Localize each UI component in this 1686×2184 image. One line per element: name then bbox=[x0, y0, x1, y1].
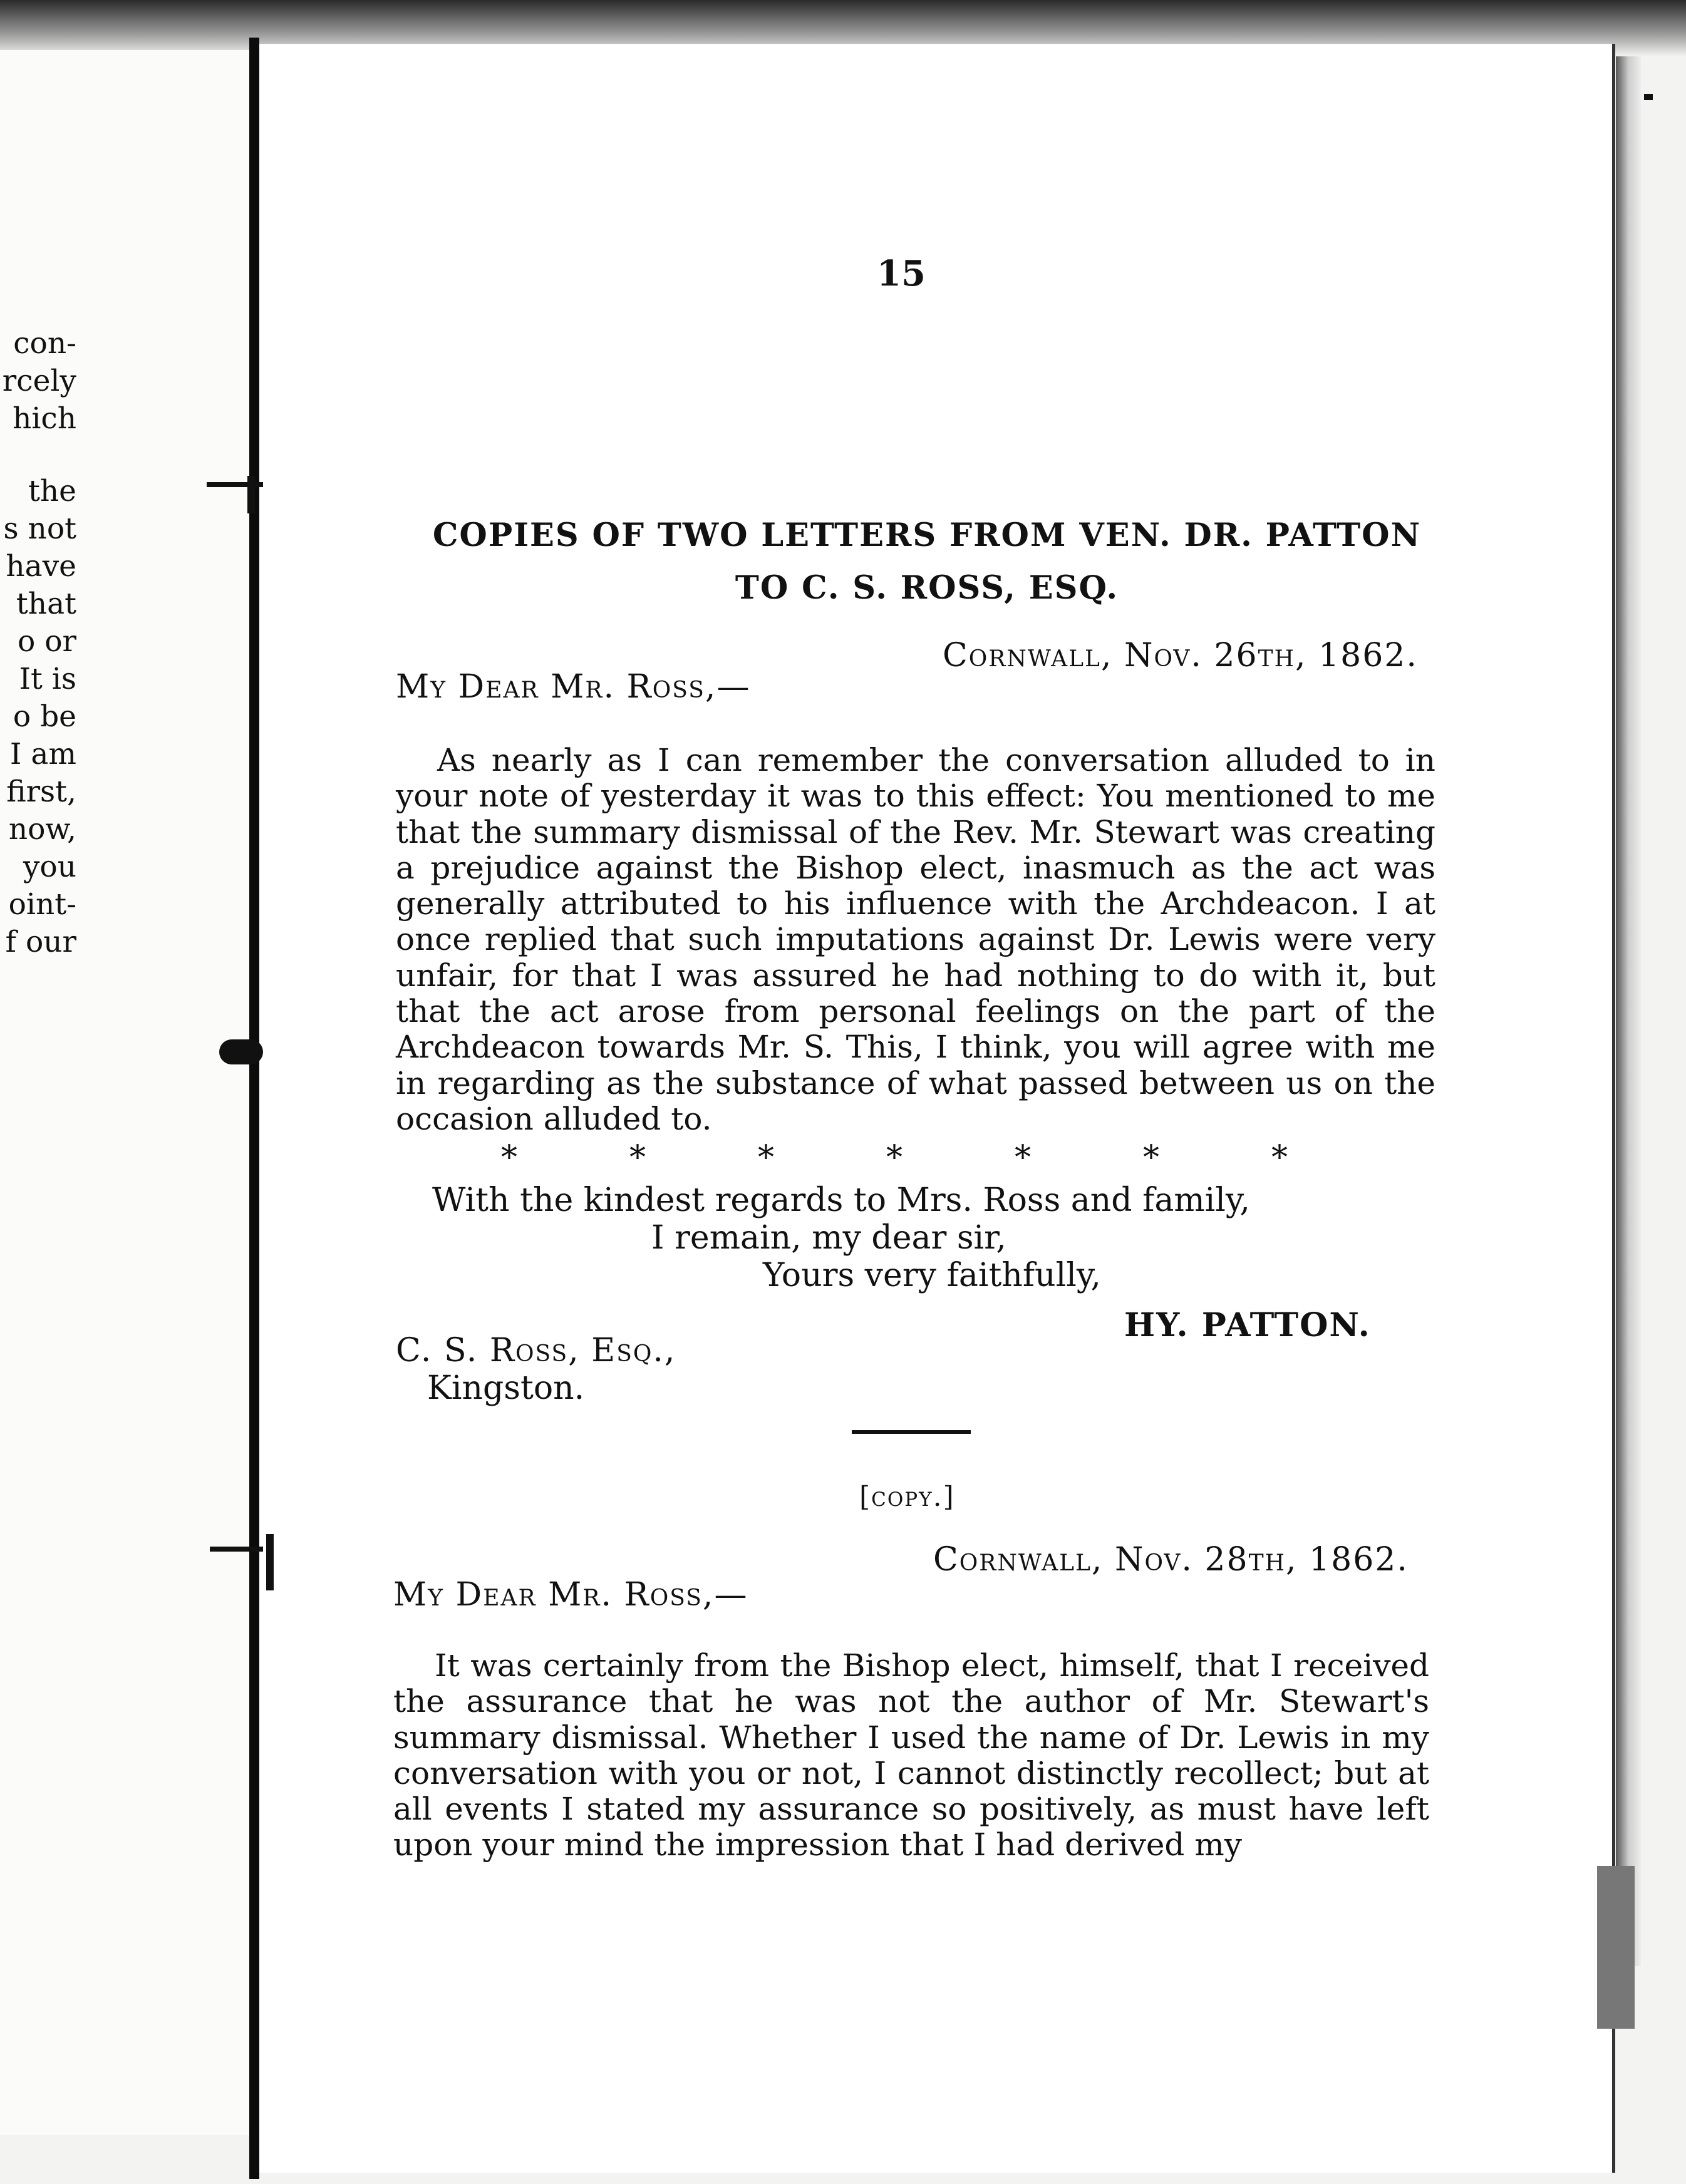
letter-1-signature: HY. PATTON. bbox=[1124, 1306, 1371, 1344]
letter-2-body: It was certainly from the Bishop elect, himself, that I received the assurance that he was not the author of Mr. Stewart's summary dismissal. Whether I used the name of Dr. Lewis in my conversation with you or not, I cannot distinctly recollect; but at all events I stated my assurance so positively, as must have left upon your mind the impression that I had derived my bbox=[393, 1647, 1429, 1863]
page-number: 15 bbox=[877, 253, 926, 294]
left-fragment: the bbox=[28, 474, 76, 508]
left-fragment: o be bbox=[13, 699, 76, 734]
binding-gutter bbox=[249, 38, 259, 2179]
left-fragment: f our bbox=[5, 925, 76, 959]
star-mark: * bbox=[758, 1139, 774, 1177]
left-fragment: It is bbox=[19, 662, 76, 696]
left-fragment: oint- bbox=[8, 887, 76, 922]
letter-1-body: As nearly as I can remember the conversation alluded to in your note of yesterday it was to this effect: You mentioned to me that the summary dismissal of the Rev. Mr. Stewart was creating a prejudice against the Bishop elect, inasmuch as the act was generally attributed to his influence with the Archdeacon. I at once replied that such imputations against Dr. Lewis were very unfair, for that I was assured he had nothing to do with it, but that the act arose from personal feelings on the part of the Archdeacon towards Mr. S. This, I think, you will agree with me in regarding as the substance of what passed between us on the occasion alluded to. bbox=[396, 742, 1435, 1137]
ellipsis-stars bbox=[501, 1140, 1400, 1176]
letter-2-date: Cornwall, Nov. 28th, 1862. bbox=[933, 1541, 1409, 1579]
letter-1-addressee-place: Kingston. bbox=[427, 1369, 585, 1407]
left-fragment: rcely bbox=[2, 364, 76, 398]
letter-1-date: Cornwall, Nov. 26th, 1862. bbox=[943, 637, 1418, 674]
stitch-mark bbox=[210, 1547, 263, 1552]
document-title-line-2: TO C. S. ROSS, ESQ. bbox=[735, 569, 1119, 607]
letter-2-salutation: My Dear Mr. Ross,— bbox=[393, 1576, 748, 1614]
star-mark: * bbox=[1143, 1139, 1159, 1177]
stitch-mark bbox=[247, 476, 255, 513]
left-fragment: you bbox=[23, 850, 76, 884]
stitch-mark bbox=[266, 1534, 274, 1590]
stitch-mark bbox=[219, 1039, 263, 1064]
star-mark: * bbox=[629, 1139, 646, 1177]
section-divider bbox=[852, 1430, 971, 1434]
letter-1-closing-line-2: I remain, my dear sir, bbox=[651, 1219, 1006, 1257]
letter-1-salutation: My Dear Mr. Ross,— bbox=[396, 668, 751, 706]
document-title-line-1: COPIES OF TWO LETTERS FROM VEN. DR. PATTON bbox=[432, 517, 1422, 554]
left-fragment: first, bbox=[6, 775, 76, 809]
left-fragment: now, bbox=[8, 812, 76, 847]
star-mark: * bbox=[501, 1139, 517, 1177]
left-fragment: s not bbox=[3, 512, 76, 546]
left-fragment: I am bbox=[9, 737, 76, 771]
page-edge-shadow bbox=[1597, 1866, 1635, 2029]
page-edge-right bbox=[1616, 56, 1641, 1966]
star-mark: * bbox=[886, 1139, 902, 1177]
left-fragment: con- bbox=[13, 326, 76, 361]
star-mark: * bbox=[1271, 1139, 1288, 1177]
letter-1-closing-line-1: With the kindest regards to Mrs. Ross and family, bbox=[432, 1182, 1250, 1219]
left-fragment: hich bbox=[13, 401, 76, 436]
left-fragment: that bbox=[16, 587, 76, 621]
star-mark: * bbox=[1015, 1139, 1031, 1177]
left-fragment: have bbox=[6, 549, 76, 584]
letter-1-closing-line-3: Yours very faithfully, bbox=[763, 1257, 1101, 1294]
letter-1-addressee-name: C. S. Ross, Esq., bbox=[396, 1332, 676, 1369]
copy-label: [copy.] bbox=[859, 1481, 955, 1513]
scan-speck bbox=[1644, 94, 1653, 100]
left-fragment: o or bbox=[18, 624, 76, 659]
